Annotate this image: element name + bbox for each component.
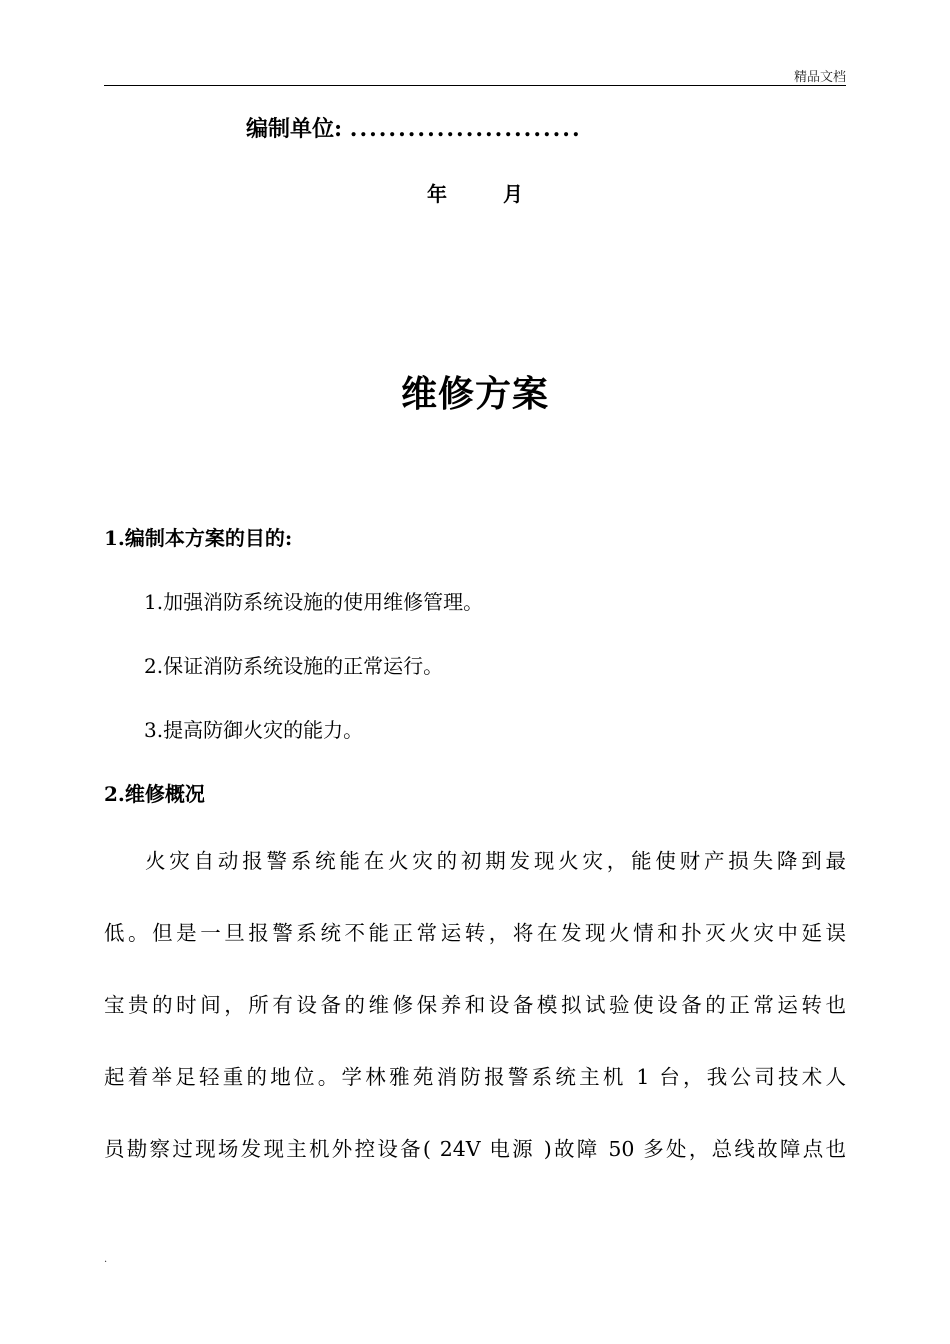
section-heading-purpose: 1.编制本方案的目的:	[104, 526, 293, 550]
organization-line	[246, 112, 582, 143]
year-label: 年	[427, 182, 447, 206]
overview-paragraph-line: 宝贵的时间，所有设备的维修保养和设备模拟试验使设备的正常运转也	[104, 993, 846, 1017]
overview-paragraph-line: 员勘察过现场发现主机外控设备( 24V 电源 )故障 50 多处，总线故障点也	[104, 1137, 846, 1161]
purpose-item: 2.保证消防系统设施的正常运行。	[144, 654, 444, 678]
purpose-item: 1.加强消防系统设施的使用维修管理。	[144, 590, 484, 614]
page-header-label: 精品文档	[793, 70, 846, 85]
month-label: 月	[503, 182, 523, 206]
purpose-item: 3.提高防御火灾的能力。	[144, 718, 364, 742]
header-divider	[104, 85, 846, 86]
date-line	[0, 178, 950, 207]
document-title: 维修方案	[400, 373, 549, 415]
organization-label: 编制单位:	[246, 116, 343, 142]
overview-paragraph-line: 火灾自动报警系统能在火灾的初期发现火灾，能使财产损失降到最	[145, 849, 846, 873]
overview-paragraph-line: 低。但是一旦报警系统不能正常运转，将在发现火情和扑灭火灾中延误	[104, 921, 846, 945]
section-heading-overview: 2.维修概况	[104, 782, 205, 806]
footer-dot: .	[104, 1254, 108, 1265]
overview-paragraph-line: 起着举足轻重的地位。学林雅苑消防报警系统主机 1 台，我公司技术人	[104, 1065, 846, 1089]
organization-placeholder-dots: ........................	[349, 116, 582, 142]
